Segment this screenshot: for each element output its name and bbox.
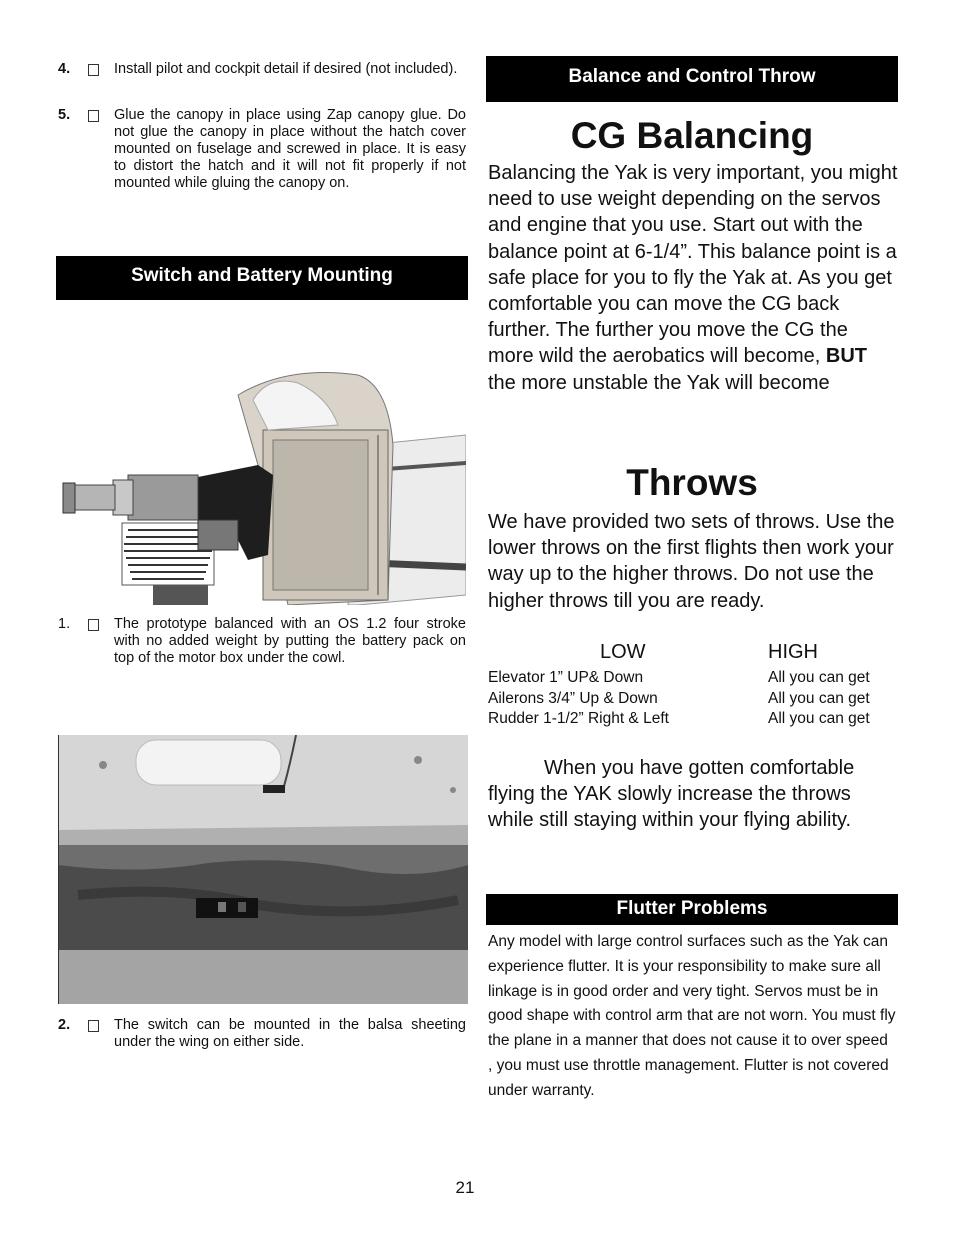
- cg-text-part-2: the more unstable the Yak will become: [488, 371, 830, 394]
- engine-mount-photo: [58, 305, 466, 605]
- low-value: Ailerons 3/4” Up & Down: [488, 690, 658, 707]
- step-text: The switch can be mounted in the balsa sheeting under the wing on either side.: [114, 1017, 466, 1050]
- low-header: LOW: [600, 641, 646, 663]
- cg-balancing-title: CG Balancing: [570, 115, 814, 156]
- step-text: Glue the canopy in place using Zap canopy glue. Do not glue the canopy in place without the hatch cover mounted on fuselage and screwed in place. It is easy to distort the hatch and it will not fit properly if not mounted while gluing the canopy on.: [114, 107, 466, 191]
- step-text: Install pilot and cockpit detail if desired (not included).: [114, 61, 458, 77]
- step-number: 5.: [58, 107, 71, 123]
- checkbox[interactable]: [88, 110, 99, 122]
- step-number: 1.: [58, 616, 71, 632]
- step-number: 2.: [58, 1017, 71, 1033]
- flutter-text: Any model with large control surfaces such as the Yak can experience flutter. It is your responsibility to make sure all linkage is in good order and very tight. Servos must be in good shape with control arm that are not worn. You must fly the plane in a manner that does not cause it to over speed , you must use throttle management. Flutter is not covered under warranty.: [488, 933, 896, 1099]
- high-value: All you can get: [768, 669, 870, 686]
- comfort-text: When you have gotten comfortable flying the YAK slowly increase the throws while still staying within your flying ability.: [488, 757, 855, 832]
- section-bar-balance-control: Balance and Control Throw: [486, 56, 898, 102]
- low-value: Elevator 1” UP& Down: [488, 669, 644, 686]
- section-bar-flutter: Flutter Problems: [486, 894, 898, 925]
- throws-title: Throws: [626, 462, 758, 503]
- step-5: [58, 107, 466, 192]
- cg-text-part-1: Balancing the Yak is very important, you might need to use weight depending on the servos and engine that you use. Start out with the balance point at 6-1/4”. This balance point is a safe place for you to fly the Yak at. As you get comfortable you can move the CG back further. The further you move the CG the more wild the aerobatics will become,: [488, 162, 898, 368]
- step-number: 4.: [58, 61, 71, 77]
- section-bar-switch-battery: Switch and Battery Mounting: [56, 256, 468, 300]
- checkbox[interactable]: [88, 1020, 99, 1032]
- throws-text: We have provided two sets of throws. Use the lower throws on the first flights then work your way up to the higher throws. Do not use the higher throws till you are ready.: [488, 511, 895, 612]
- cg-balancing-text: [488, 160, 898, 396]
- checkbox[interactable]: [88, 619, 99, 631]
- cg-text-bold: BUT: [825, 345, 868, 368]
- high-value: All you can get: [768, 690, 870, 707]
- high-value: All you can get: [768, 710, 870, 727]
- page-number: 21: [455, 1178, 475, 1197]
- step-4: [58, 61, 466, 78]
- step-text: The prototype balanced with an OS 1.2 four stroke with no added weight by putting the battery pack on top of the motor box under the cowl.: [114, 616, 466, 666]
- high-header: HIGH: [768, 641, 818, 663]
- low-value: Rudder 1-1/2” Right & Left: [488, 710, 669, 727]
- step-2: [58, 1017, 466, 1051]
- step-1: [58, 616, 466, 667]
- checkbox[interactable]: [88, 64, 99, 76]
- switch-mount-photo: [58, 735, 468, 1004]
